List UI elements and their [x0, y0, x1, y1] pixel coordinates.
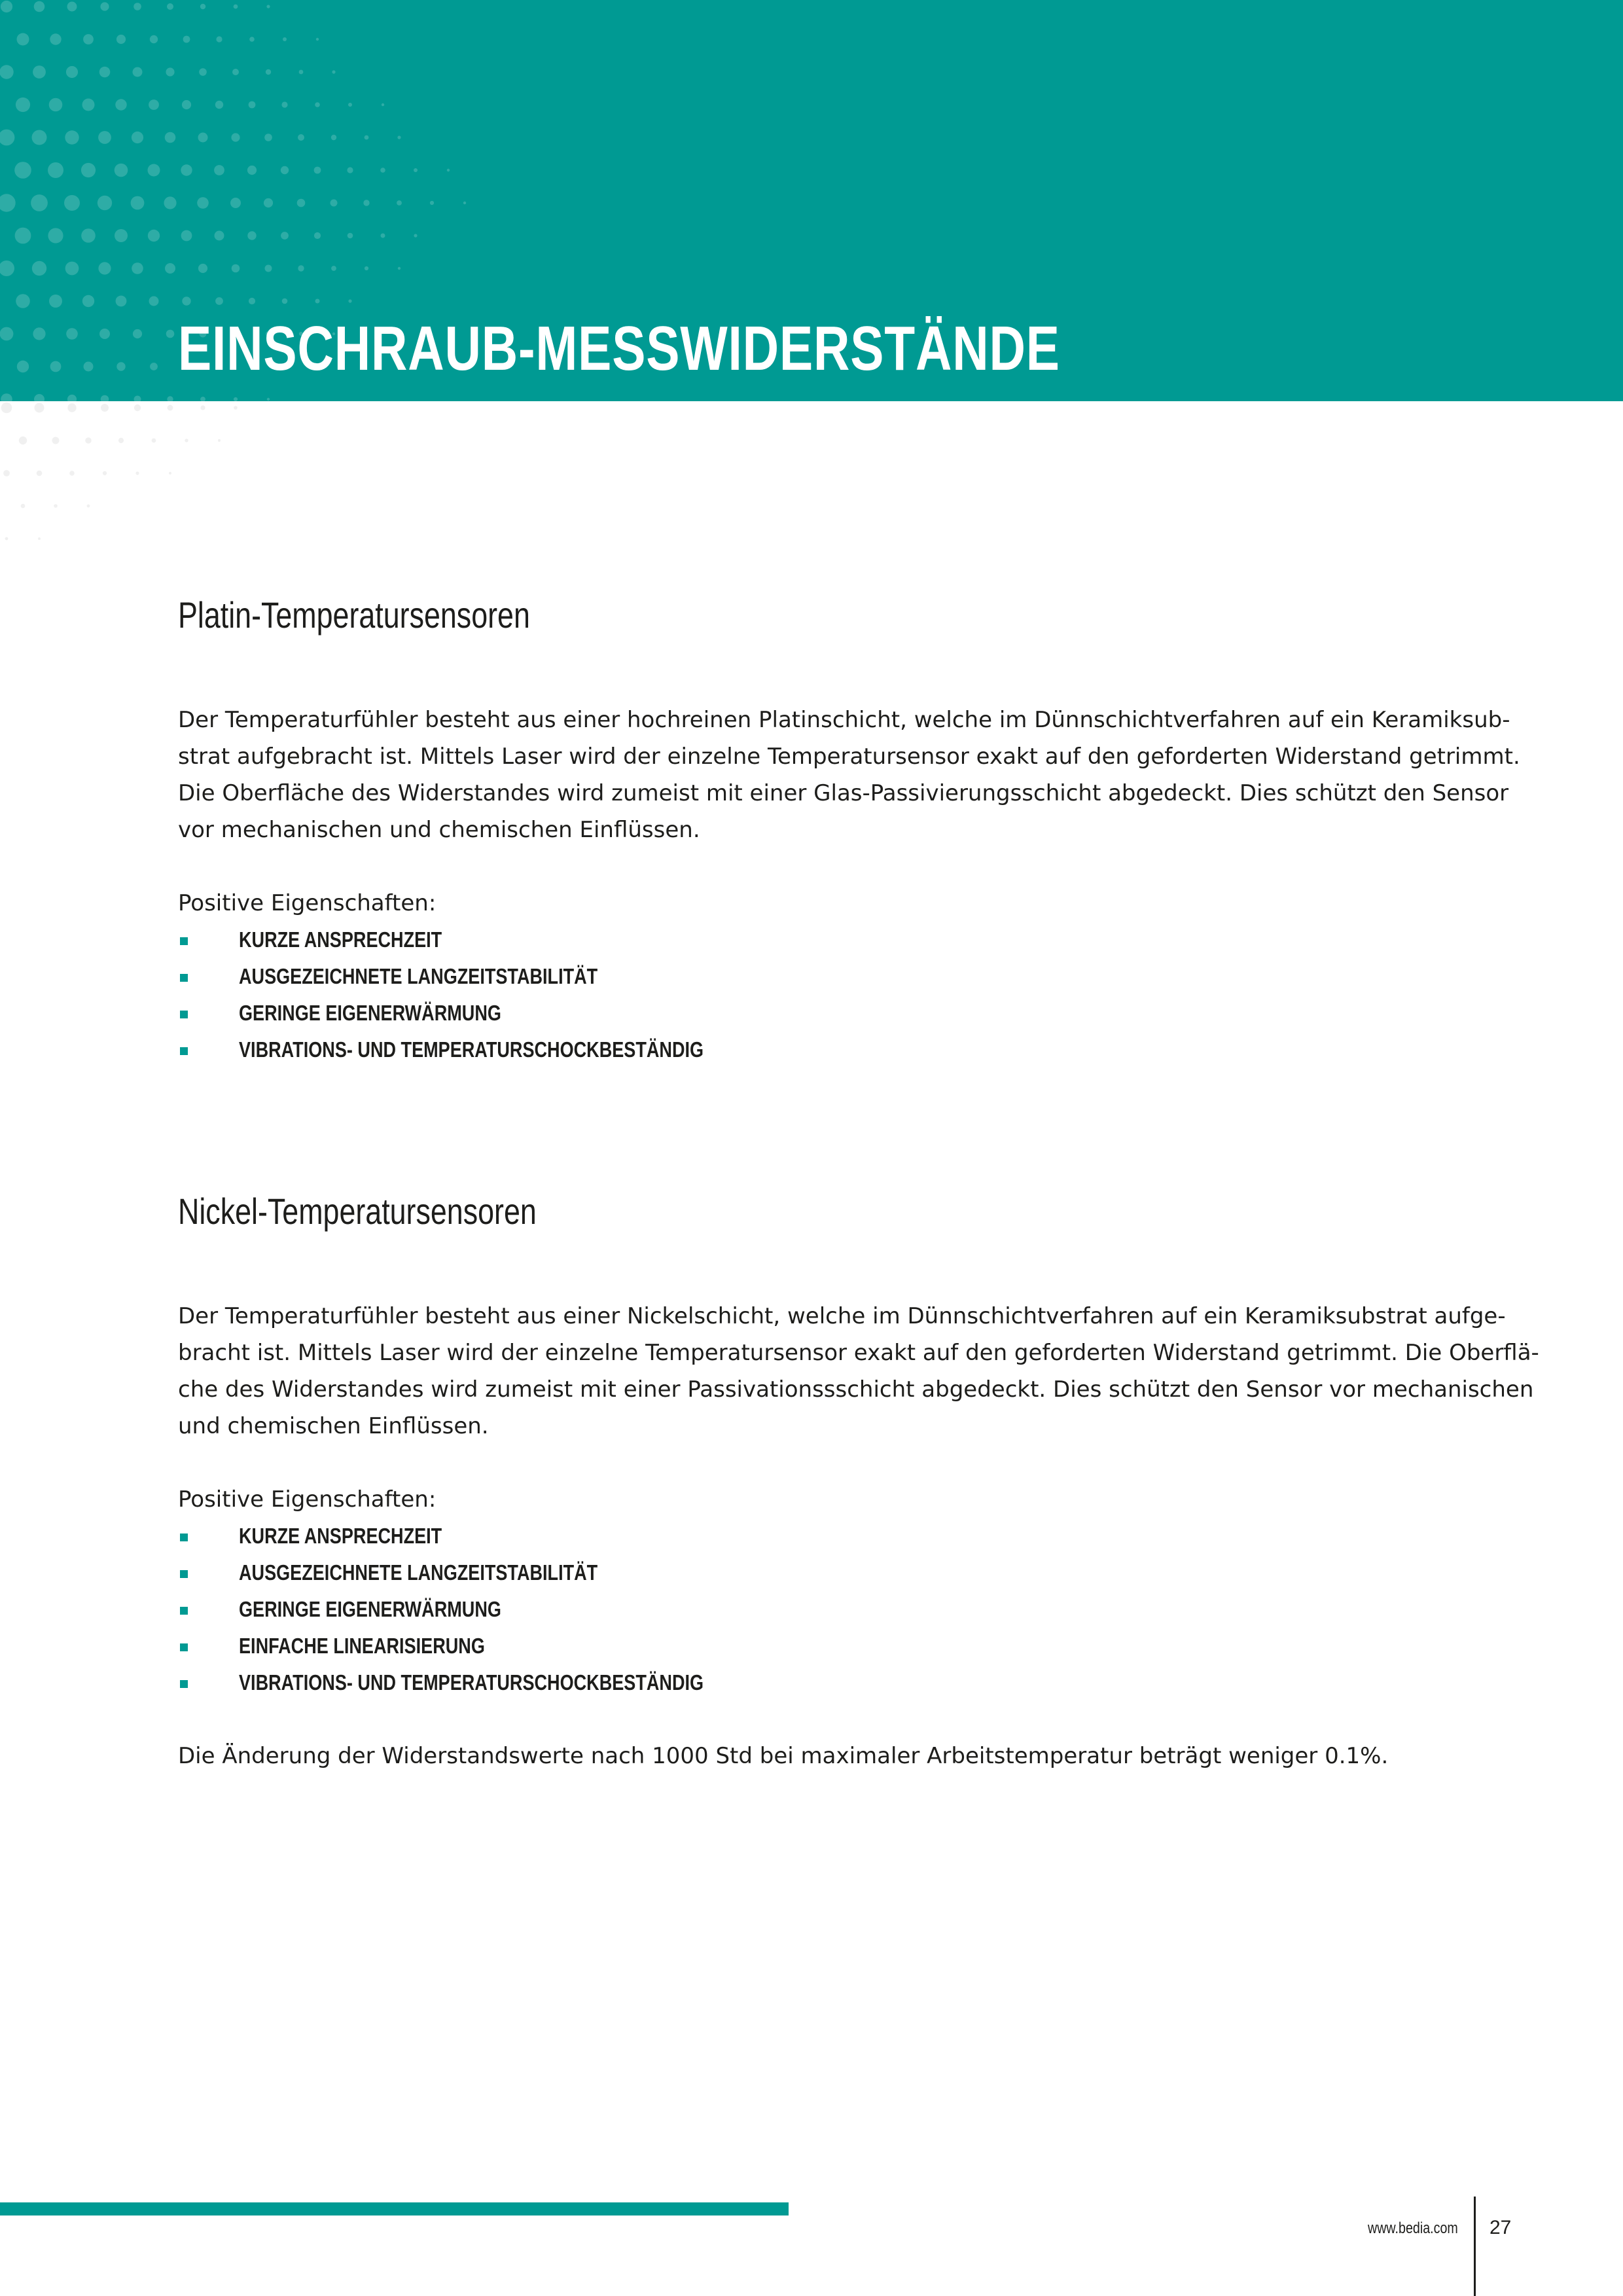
- pattern-dot: [14, 162, 31, 179]
- feature-label: GERINGE EIGENERWÄRMUNG: [239, 1001, 501, 1025]
- pattern-dot: [247, 166, 257, 175]
- pattern-dot: [15, 228, 31, 244]
- pattern-dot: [67, 2, 77, 12]
- feature-label: KURZE ANSPRECHZEIT: [239, 1524, 442, 1548]
- pattern-dot: [215, 101, 223, 109]
- section-platin: [178, 592, 1520, 1068]
- pattern-dot: [283, 37, 287, 41]
- pattern-dot: [132, 262, 143, 274]
- pattern-dot: [382, 103, 384, 106]
- pattern-dot: [249, 37, 255, 42]
- pattern-dot: [200, 4, 205, 9]
- pattern-dot: [185, 439, 188, 442]
- pattern-dot: [430, 201, 434, 205]
- pattern-dot: [281, 101, 287, 107]
- section-paragraph: [178, 702, 1520, 848]
- square-bullet-icon: [180, 1534, 188, 1541]
- pattern-dot: [81, 163, 96, 177]
- pattern-dot: [264, 134, 272, 141]
- pattern-dot: [330, 200, 338, 207]
- feature-item: [178, 995, 1461, 1031]
- pattern-dot: [315, 102, 320, 107]
- pattern-dot: [181, 164, 192, 175]
- paragraph-line: che des Widerstandes wird zumeist mit einer Passivationssschicht abgedeckt. Dies schützt den Sensor vor mechanischen: [178, 1376, 1534, 1403]
- pattern-dot: [165, 263, 175, 274]
- pattern-dot: [181, 230, 192, 242]
- pattern-dot: [87, 505, 90, 508]
- pattern-dot: [101, 395, 109, 401]
- pattern-dot: [31, 194, 48, 211]
- square-bullet-icon: [180, 1047, 188, 1055]
- pattern-dot: [332, 70, 335, 73]
- pattern-dot: [52, 437, 60, 444]
- pattern-dot: [316, 38, 319, 41]
- pattern-dot: [54, 504, 58, 508]
- pattern-dot: [166, 330, 175, 338]
- pattern-dot: [381, 234, 385, 238]
- pattern-dot: [182, 100, 191, 109]
- pattern-dot: [3, 470, 10, 476]
- feature-label: VIBRATIONS- UND TEMPERATURSCHOCKBESTÄNDIG: [239, 1670, 704, 1695]
- pattern-dot: [281, 232, 289, 240]
- feature-label: KURZE ANSPRECHZEIT: [239, 927, 442, 952]
- pattern-dot: [33, 65, 46, 79]
- pattern-dot: [298, 134, 304, 141]
- pattern-dot: [166, 67, 174, 76]
- pattern-dot: [17, 361, 29, 372]
- pattern-dot: [152, 439, 156, 443]
- pattern-dot: [99, 329, 110, 339]
- pattern-dot: [1, 403, 12, 414]
- pattern-dot: [230, 198, 241, 208]
- pattern-dot: [116, 362, 125, 370]
- pattern-dot: [363, 200, 369, 206]
- pattern-dot: [314, 232, 321, 239]
- pattern-dot: [34, 394, 45, 401]
- pattern-dot: [150, 35, 158, 43]
- pattern-dot: [67, 395, 77, 401]
- pattern-dot: [32, 261, 46, 276]
- pattern-dot: [16, 294, 30, 308]
- pattern-dot: [198, 264, 207, 273]
- pattern-dot: [0, 327, 13, 341]
- feature-label: EINFACHE LINEARISIERUNG: [239, 1634, 485, 1658]
- pattern-dot: [0, 260, 14, 276]
- pattern-dot: [133, 329, 142, 338]
- pattern-dot: [84, 362, 94, 372]
- list-intro: Positive Eigenschaften:: [178, 1486, 437, 1513]
- square-bullet-icon: [180, 1607, 188, 1615]
- square-bullet-icon: [180, 937, 188, 945]
- section-heading: Platin-Temperatursensoren: [178, 594, 530, 636]
- pattern-dot: [215, 231, 224, 241]
- pattern-dot: [232, 69, 239, 75]
- feature-item: [178, 922, 1461, 958]
- pattern-dot: [397, 135, 401, 139]
- pattern-dot: [169, 472, 171, 475]
- pattern-dot: [1, 393, 12, 401]
- pattern-dot: [200, 397, 205, 401]
- pattern-dot: [99, 67, 111, 78]
- pattern-dot: [37, 471, 43, 476]
- pattern-dot: [164, 196, 176, 209]
- pattern-dot: [81, 228, 96, 243]
- pattern-dot: [165, 132, 176, 143]
- pattern-dot: [66, 328, 78, 340]
- pattern-dot: [380, 168, 385, 173]
- pattern-dot: [98, 131, 111, 144]
- pattern-dot: [0, 130, 14, 146]
- pattern-dot: [398, 267, 401, 270]
- pattern-dot: [134, 3, 141, 10]
- section-nickel: [178, 1189, 1539, 1774]
- pattern-dot: [297, 199, 306, 207]
- feature-item: [178, 1628, 1461, 1664]
- pattern-dot: [83, 34, 94, 45]
- page-title: EINSCHRAUB-MESSWIDERSTÄNDE: [178, 314, 1060, 384]
- pattern-dot: [231, 133, 240, 141]
- pattern-dot: [218, 439, 221, 442]
- pattern-dot: [103, 471, 107, 475]
- footer-accent-bar: [0, 2202, 789, 2215]
- pattern-dot: [48, 228, 63, 243]
- pattern-dot: [133, 67, 143, 77]
- footer-divider: [1474, 2197, 1476, 2296]
- pattern-dot: [5, 537, 9, 541]
- section-paragraph: [178, 1298, 1539, 1444]
- pattern-dot: [135, 471, 139, 475]
- pattern-dot: [167, 396, 173, 401]
- pattern-dot: [85, 437, 92, 444]
- pattern-dot: [199, 68, 207, 76]
- pattern-dot: [16, 98, 30, 112]
- feature-item: [178, 958, 1461, 995]
- list-intro: Positive Eigenschaften:: [178, 890, 437, 916]
- feature-list: [178, 1518, 1461, 1701]
- pattern-dot: [82, 295, 94, 307]
- pattern-dot: [115, 99, 126, 110]
- pattern-dot: [200, 405, 205, 410]
- pattern-dot: [38, 537, 41, 540]
- pattern-dot: [115, 229, 128, 242]
- pattern-dot: [50, 33, 61, 45]
- feature-item: [178, 1664, 1461, 1701]
- pattern-dot: [347, 167, 353, 173]
- square-bullet-icon: [180, 1570, 188, 1578]
- pattern-dot: [365, 135, 369, 140]
- pattern-dot: [197, 197, 209, 209]
- pattern-dot: [66, 66, 78, 78]
- pattern-dot: [115, 164, 128, 177]
- pattern-dot: [98, 262, 111, 274]
- pattern-dot: [463, 202, 466, 204]
- pattern-dot: [298, 265, 304, 271]
- pattern-dot: [64, 195, 80, 211]
- pattern-dot: [167, 3, 173, 10]
- pattern-dot: [33, 327, 45, 340]
- feature-item: [178, 1591, 1461, 1628]
- pattern-dot: [100, 2, 109, 10]
- section-heading: Nickel-Temperatursensoren: [178, 1191, 537, 1232]
- pattern-dot: [168, 405, 173, 411]
- pattern-dot: [132, 132, 143, 143]
- pattern-dot: [19, 437, 27, 444]
- feature-item: [178, 1554, 1461, 1591]
- pattern-dot: [215, 297, 223, 305]
- pattern-dot: [134, 404, 141, 411]
- paragraph-line: Die Oberfläche des Widerstandes wird zumeist mit einer Glas-Passivierungsschicht abgedeckt. Dies schützt den Sensor: [178, 780, 1509, 806]
- feature-label: AUSGEZEICHNETE LANGZEITSTABILITÄT: [239, 964, 598, 988]
- pattern-dot: [249, 298, 255, 304]
- pattern-dot: [0, 65, 14, 79]
- pattern-dot: [149, 296, 159, 306]
- pattern-dot: [214, 165, 224, 175]
- square-bullet-icon: [180, 1680, 188, 1688]
- pattern-dot: [281, 166, 289, 174]
- pattern-dot: [35, 403, 45, 413]
- pattern-dot: [266, 69, 271, 75]
- pattern-dot: [50, 361, 62, 372]
- pattern-dot: [49, 98, 63, 112]
- pattern-dot: [264, 198, 273, 207]
- page-number: 27: [1489, 2217, 1512, 2238]
- paragraph-line: vor mechanischen und chemischen Einflüssen.: [178, 817, 700, 843]
- paragraph-line: und chemischen Einflüssen.: [178, 1413, 489, 1439]
- pattern-dot: [365, 266, 368, 270]
- pattern-dot: [267, 398, 270, 401]
- feature-list: [178, 922, 1461, 1068]
- header-band: [0, 0, 1623, 401]
- pattern-dot: [414, 234, 417, 237]
- pattern-dot: [331, 266, 336, 271]
- pattern-dot: [348, 233, 353, 239]
- feature-label: GERINGE EIGENERWÄRMUNG: [239, 1597, 501, 1621]
- pattern-dot: [98, 196, 112, 210]
- pattern-dot: [116, 35, 126, 44]
- paragraph-line: bracht ist. Mittels Laser wird der einzelne Temperatursensor exakt auf den geforderten Widerstand getrimmt. Die Oberflä-: [178, 1340, 1539, 1366]
- pattern-dot: [315, 299, 320, 304]
- square-bullet-icon: [180, 974, 188, 982]
- pattern-dot: [0, 194, 16, 211]
- pattern-dot: [49, 295, 62, 308]
- pattern-dot: [198, 133, 208, 143]
- pattern-dot: [234, 5, 238, 9]
- pattern-dot: [348, 103, 352, 107]
- pattern-dot: [118, 438, 124, 443]
- pattern-dot: [182, 296, 190, 305]
- pattern-dot: [65, 262, 79, 276]
- pattern-dot: [148, 230, 160, 242]
- pattern-dot: [32, 130, 47, 145]
- pattern-dot: [234, 406, 238, 410]
- pattern-dot: [69, 471, 75, 476]
- feature-item: [178, 1518, 1461, 1554]
- pattern-dot: [21, 504, 26, 509]
- pattern-dot: [134, 396, 141, 402]
- pattern-dot: [249, 101, 256, 109]
- pattern-dot: [1, 1, 12, 12]
- pattern-dot: [414, 168, 418, 172]
- footer-url[interactable]: www.bedia.com: [1368, 2219, 1458, 2237]
- pattern-dot: [232, 264, 240, 273]
- feature-item: [178, 1031, 1461, 1068]
- pattern-dot: [447, 169, 450, 171]
- pattern-dot: [150, 363, 158, 370]
- pattern-dot: [282, 298, 288, 304]
- pattern-dot: [148, 164, 160, 177]
- pattern-dot: [397, 200, 402, 206]
- section-note: Die Änderung der Widerstandswerte nach 1000 Std bei maximaler Arbeitstemperatur beträgt weniger 0.1%.: [178, 1743, 1389, 1769]
- pattern-dot: [48, 162, 63, 178]
- pattern-dot: [82, 99, 95, 111]
- paragraph-line: Der Temperaturfühler besteht aus einer hochreinen Platinschicht, welche im Dünnschichtverfahren auf ein Keramiksub-: [178, 707, 1510, 733]
- pattern-dot: [183, 36, 190, 43]
- pattern-dot: [216, 36, 222, 42]
- paragraph-line: Der Temperaturfühler besteht aus einer Nickelschicht, welche im Dünnschichtverfahren auf ein Keramiksubstrat aufge-: [178, 1303, 1506, 1329]
- pattern-dot: [247, 231, 256, 240]
- pattern-dot: [331, 135, 336, 140]
- pattern-dot: [67, 403, 76, 412]
- pattern-dot: [314, 167, 321, 174]
- square-bullet-icon: [180, 1643, 188, 1651]
- pattern-dot: [131, 196, 145, 210]
- pattern-dot: [34, 1, 45, 12]
- pattern-dot: [17, 33, 29, 46]
- feature-label: VIBRATIONS- UND TEMPERATURSCHOCKBESTÄNDIG: [239, 1037, 704, 1062]
- pattern-dot: [149, 99, 159, 110]
- paragraph-line: strat aufgebracht ist. Mittels Laser wird der einzelne Temperatursensor exakt auf den geforderten Widerstand getrimmt.: [178, 744, 1520, 770]
- square-bullet-icon: [180, 1011, 188, 1018]
- feature-label: AUSGEZEICHNETE LANGZEITSTABILITÄT: [239, 1560, 598, 1585]
- pattern-dot: [348, 299, 351, 302]
- pattern-dot: [265, 265, 272, 272]
- pattern-dot: [266, 5, 270, 8]
- pattern-dot: [101, 404, 109, 412]
- pattern-dot: [299, 70, 304, 75]
- pattern-dot: [116, 296, 127, 307]
- pattern-dot: [65, 130, 79, 144]
